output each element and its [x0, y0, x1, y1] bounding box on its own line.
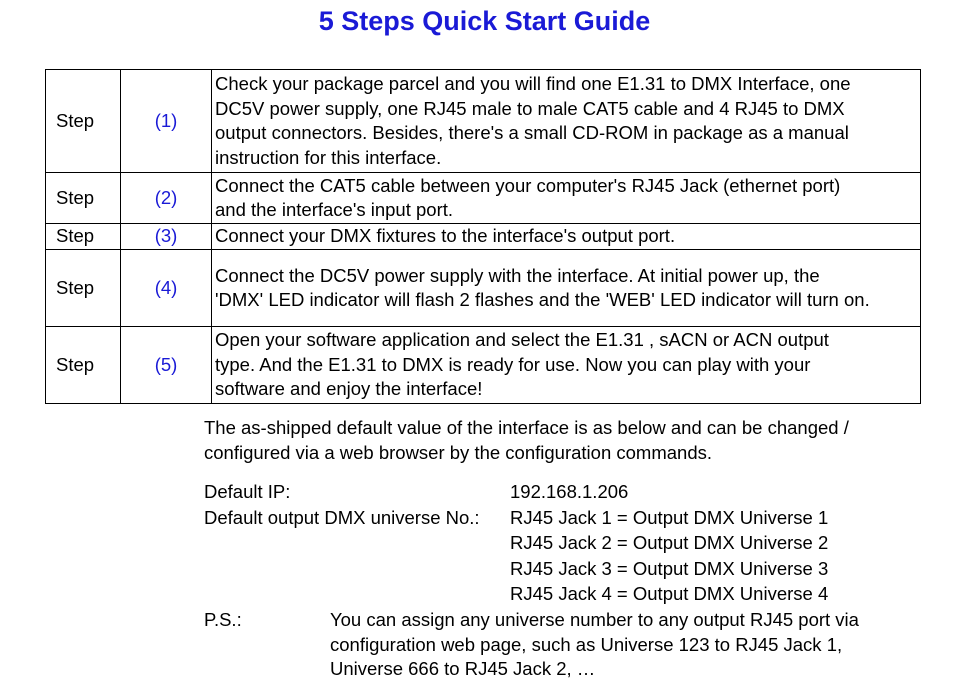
step-text-line: and the interface's input port.: [215, 199, 454, 220]
universe-mapping: RJ45 Jack 2 = Output DMX Universe 2: [510, 532, 829, 554]
step-label: Step: [46, 250, 121, 327]
step-label: Step: [46, 224, 121, 250]
universe-mapping: RJ45 Jack 1 = Output DMX Universe 1: [510, 507, 829, 528]
step-description: [212, 250, 921, 327]
step-row: [46, 173, 921, 224]
step-text-line: instruction for this interface.: [215, 146, 442, 168]
step-description: [212, 70, 921, 173]
step-row: [46, 327, 921, 404]
step-number: (4): [121, 250, 212, 327]
page-title: 5 Steps Quick Start Guide: [318, 6, 651, 36]
ps-note-line: configuration web page, such as Universe 123 to RJ45 Jack 1,: [330, 633, 843, 655]
step-number: (3): [121, 224, 212, 250]
step-text-line: 'DMX' LED indicator will flash 2 flashes and the 'WEB' LED indicator will turn on.: [215, 289, 870, 310]
ps-note-line: Universe 666 to RJ45 Jack 2, …: [330, 658, 596, 679]
step-text-line: type. And the E1.31 to DMX is ready for use. Now you can play with your: [215, 353, 811, 375]
step-number: (1): [121, 70, 212, 173]
default-universe-list: [510, 505, 828, 606]
ps-label: P.S.:: [204, 609, 242, 630]
step-text-line: Connect your DMX fixtures to the interface's output port.: [215, 225, 676, 247]
step-number: (5): [121, 327, 212, 404]
default-ip-label: Default IP:: [204, 481, 291, 502]
step-description: [212, 224, 921, 250]
step-label: Step: [46, 327, 121, 404]
step-row: [46, 250, 921, 327]
defaults-intro-line: The as-shipped default value of the interface is as below and can be changed /: [204, 417, 849, 438]
ps-note: [330, 608, 859, 682]
step-text-line: Check your package parcel and you will find one E1.31 to DMX Interface, one: [215, 73, 851, 94]
step-label: Step: [46, 173, 121, 224]
step-row: [46, 70, 921, 173]
ps-note-line: You can assign any universe number to any output RJ45 port via: [330, 609, 859, 630]
step-text-line: Open your software application and select the E1.31 , sACN or ACN output: [215, 329, 829, 351]
step-number: (2): [121, 173, 212, 224]
default-universe-label: Default output DMX universe No.:: [204, 507, 480, 528]
step-text-line: output connectors. Besides, there's a small CD-ROM in package as a manual: [215, 122, 849, 143]
step-description: [212, 173, 921, 224]
step-label: Step: [46, 70, 121, 173]
default-ip-value: 192.168.1.206: [510, 481, 629, 502]
step-text-line: software and enjoy the interface!: [215, 378, 483, 400]
universe-mapping: RJ45 Jack 3 = Output DMX Universe 3: [510, 557, 829, 579]
step-description: [212, 327, 921, 404]
defaults-intro-line: configured via a web browser by the configuration commands.: [204, 441, 712, 463]
universe-mapping: RJ45 Jack 4 = Output DMX Universe 4: [510, 582, 829, 604]
step-text-line: Connect the CAT5 cable between your computer's RJ45 Jack (ethernet port): [215, 174, 841, 196]
step-text-line: DC5V power supply, one RJ45 male to male CAT5 cable and 4 RJ45 to DMX: [215, 97, 845, 119]
step-row: [46, 224, 921, 250]
step-text-line: Connect the DC5V power supply with the interface. At initial power up, the: [215, 264, 820, 286]
defaults-intro: [204, 416, 849, 465]
steps-table: [45, 69, 921, 404]
